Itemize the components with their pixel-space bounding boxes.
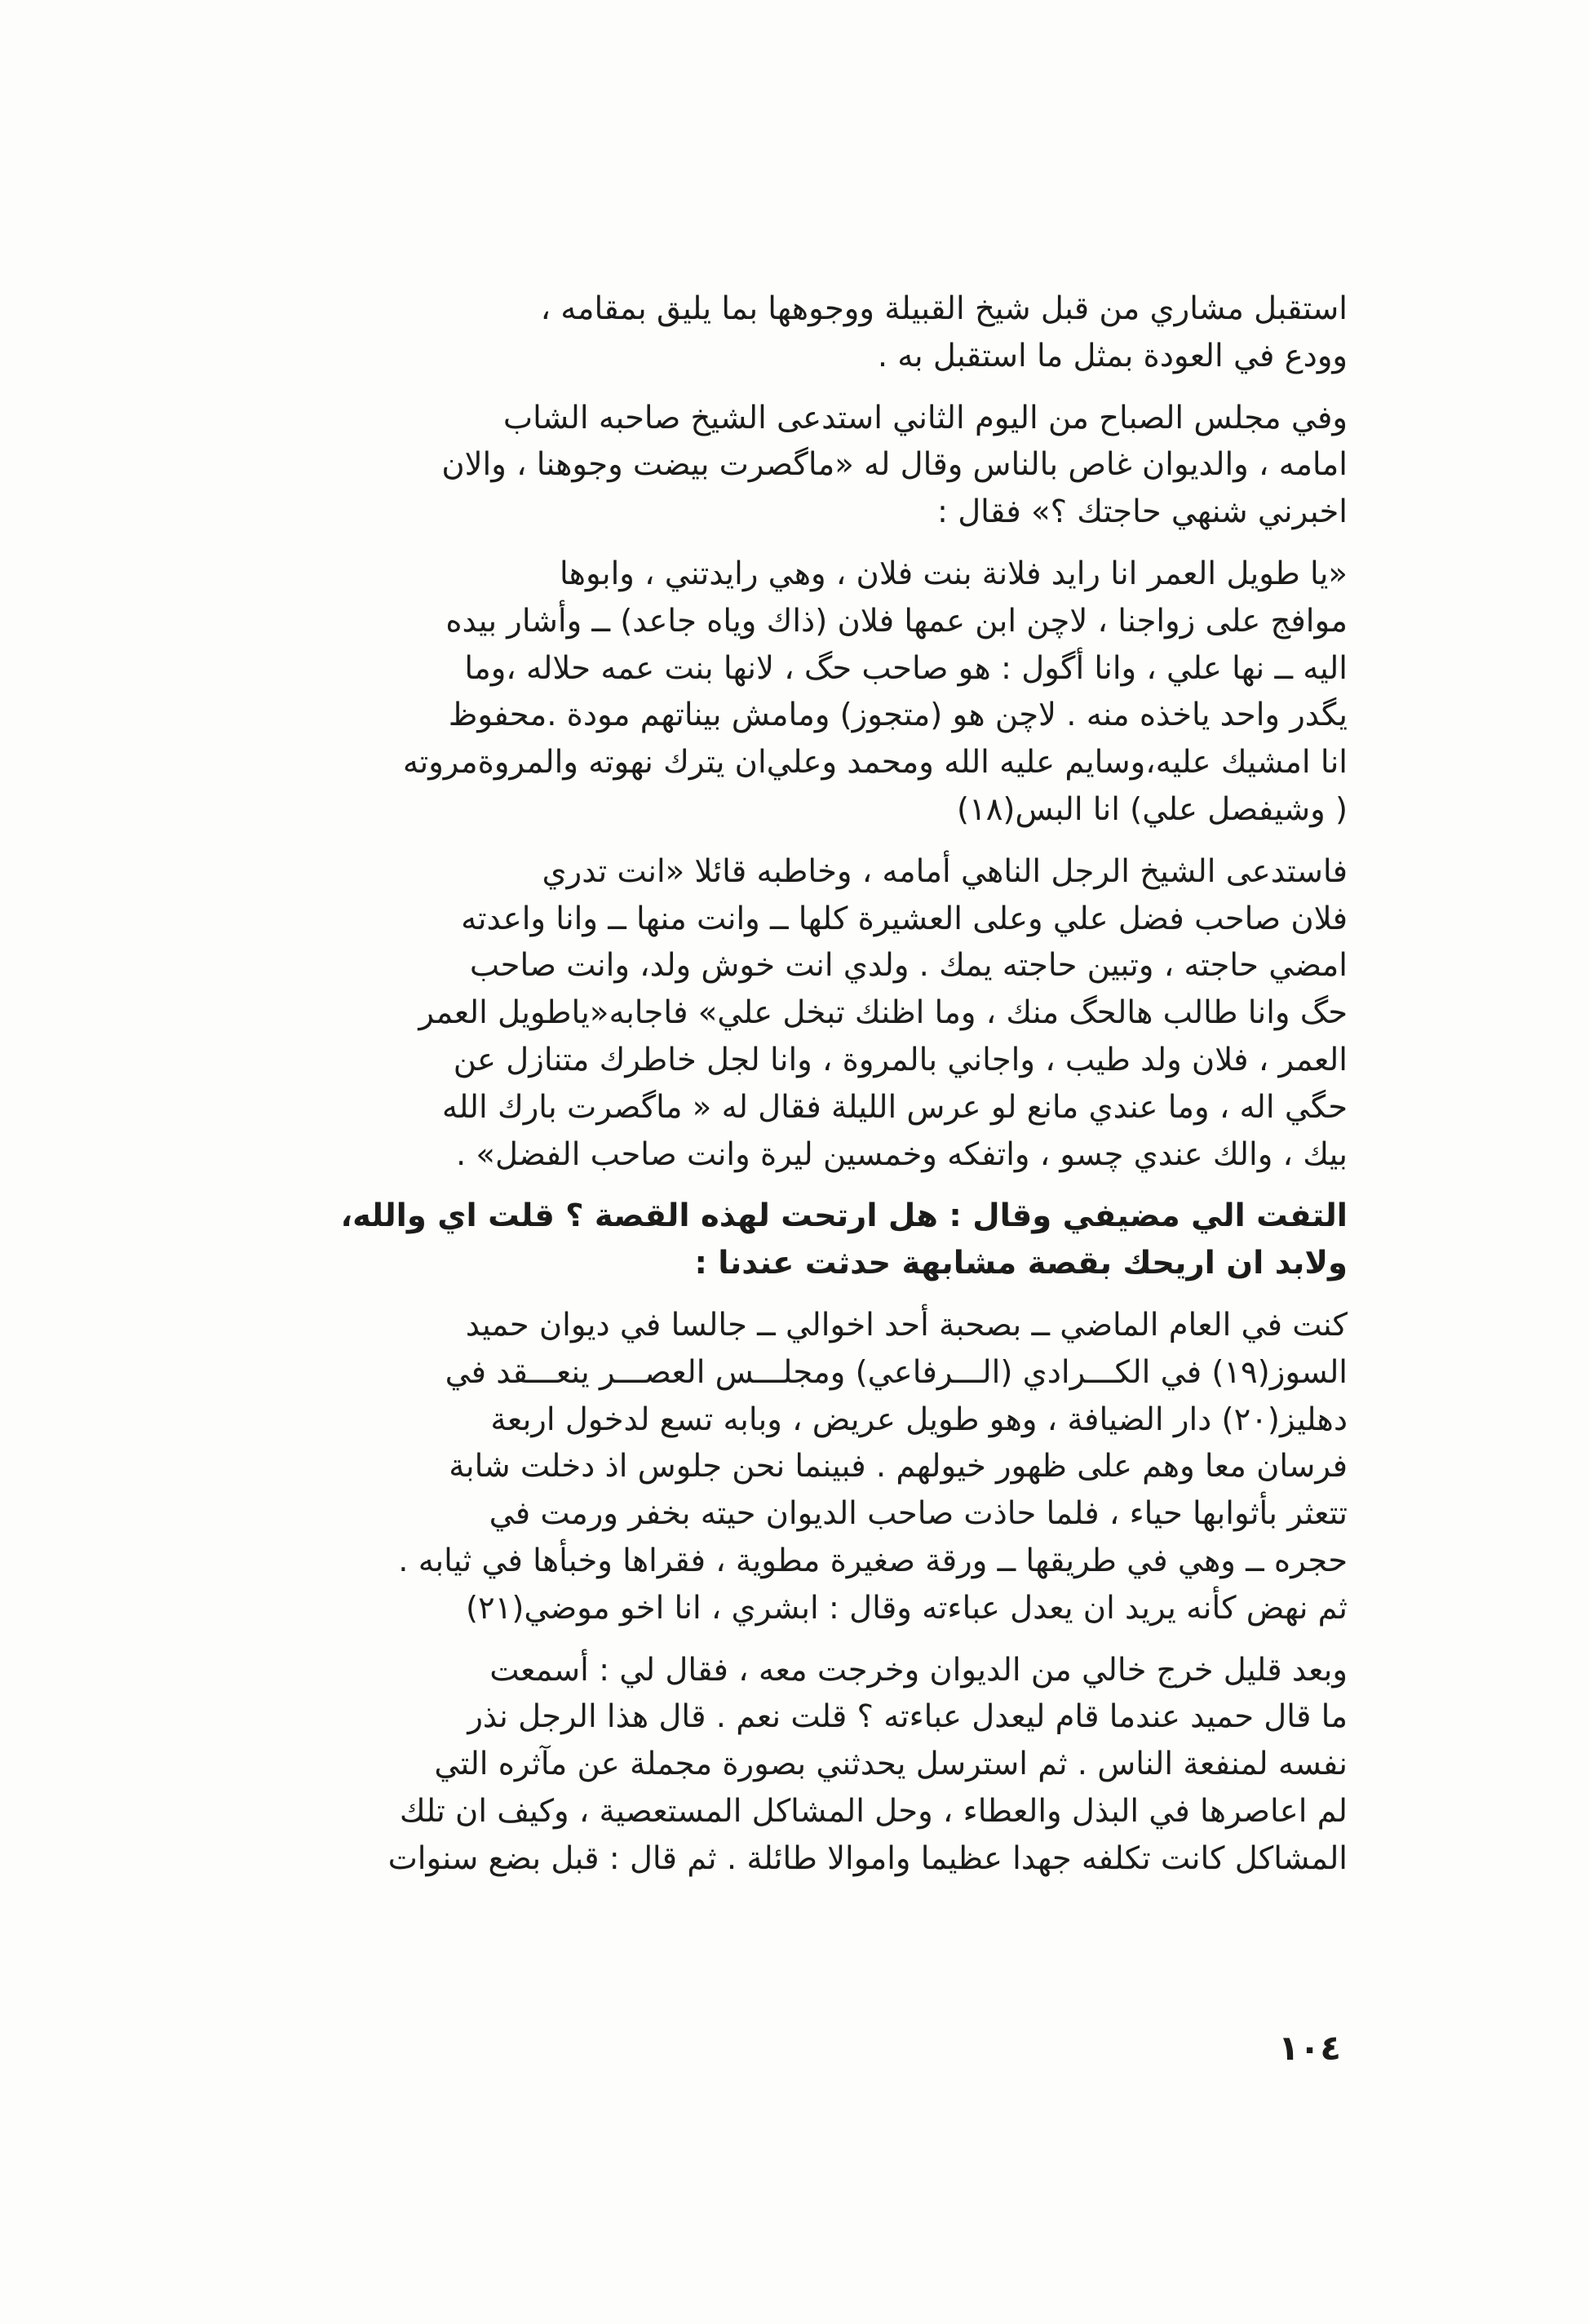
paragraph-6: كنت في العام الماضي ــ بصحبة أحد اخوالي ــ جالسا في ديوان حميد السوز(١٩) في الكـــرادي (الـــرفاعي) ومجلـــس العصـــر ينعـــقد في دهليز(٢٠) دار الضيافة ، وهو طويل عريض ، وبابه تسع لدخول اربعة فرسان معا وهم على ظهور خيولهم . فبينما نحن جلوس اذ دخلت شابة تتعثر بأثوابها حياء ، فلما حاذت صاحب الديوان حيته بخفر ورمت في حجره ــ وهي في طريقها ــ ورقة صغيرة مطوية ، فقراها وخبأها في ثيابه . ثم نهض كأنه يريد ان يعدل عباءته وقال : ابشري ، انا اخو موضي(٢١) [398,1306,1348,1627]
paragraph-1: استقبل مشاري من قبل شيخ القبيلة ووجوهها بما يليق بمقامه ، وودع في العودة بمثل ما استقبل به . [540,290,1348,374]
paragraph-7: وبعد قليل خرج خالي من الديوان وخرجت معه ، فقال لي : أسمعت ما قال حميد عندما قام ليعدل عباءته ؟ قلت نعم . قال هذا الرجل نذر نفسه لمنفعة الناس . ثم استرسل يحدثني بصورة مجملة عن مآثره التي لم اعاصرها في البذل والعطاء ، وحل المشاكل المستعصية ، وكيف ان تلك المشاكل كانت تكلفه جهدا عظيما واموالا طائلة . ثم قال : قبل بضع سنوات [387,1651,1348,1877]
paragraph-5: التفت الي مضيفي وقال : هل ارتحت لهذه القصة ؟ قلت اي والله، ولابد ان اريحك بقصة مشابهة حدثت عندنا : [340,1197,1348,1282]
page-number: ١٠٤ [1278,2028,1341,2068]
paragraph-2: وفي مجلس الصباح من اليوم الثاني استدعى الشيخ صاحبه الشاب امامه ، والديوان غاص بالناس وقال له «ماگصرت بيضت وجوهنا ، والان اخبرني شنهي حاجتك ؟» فقال : [441,399,1348,531]
paragraph-3: «يا طويل العمر انا رايد فلانة بنت فلان ، وهي رايدتني ، وابوها موافج على زواجنا ، لاچن ابن عمها فلان (ذاك وياه جاعد) ــ وأشار بيده اليه ــ نها علي ، وانا أگول : هو صاحب حگ ، لانها بنت عمه حلاله ،وما يگدر واحد ياخذه منه . لاچن هو (متجوز) ومامش بيناتهم مودة .محفوظ انا امشيك عليه،وسايم عليه الله ومحمد وعلي‌ان يترك نهوته والمروةمروته ( وشيفصل علي) انا البس(١٨) [402,555,1348,828]
body-text [274,286,1348,1883]
paragraph-4: فاستدعى الشيخ الرجل الناهي أمامه ، وخاطبه قائلا «انت تدري فلان صاحب فضل علي وعلى العشيرة كلها ــ وانت منها ــ وانا واعدته امضي حاجته ، وتبين حاجته يمك . ولدي انت خوش ولد، وانت صاحب حگ وانا طالب هالحگ منك ، وما اظنك تبخل علي» فاجابه«ياطويل العمر العمر ، فلان ولد طيب ، واجاني بالمروة ، وانا لجل خاطرك متنازل عن حگي اله ، وما عندي مانع لو عرس الليلة فقال له « ماگصرت بارك الله بيك ، والك عندي چسو ، واتفكه وخمسين ليرة وانت صاحب الفضل» . [418,852,1348,1173]
